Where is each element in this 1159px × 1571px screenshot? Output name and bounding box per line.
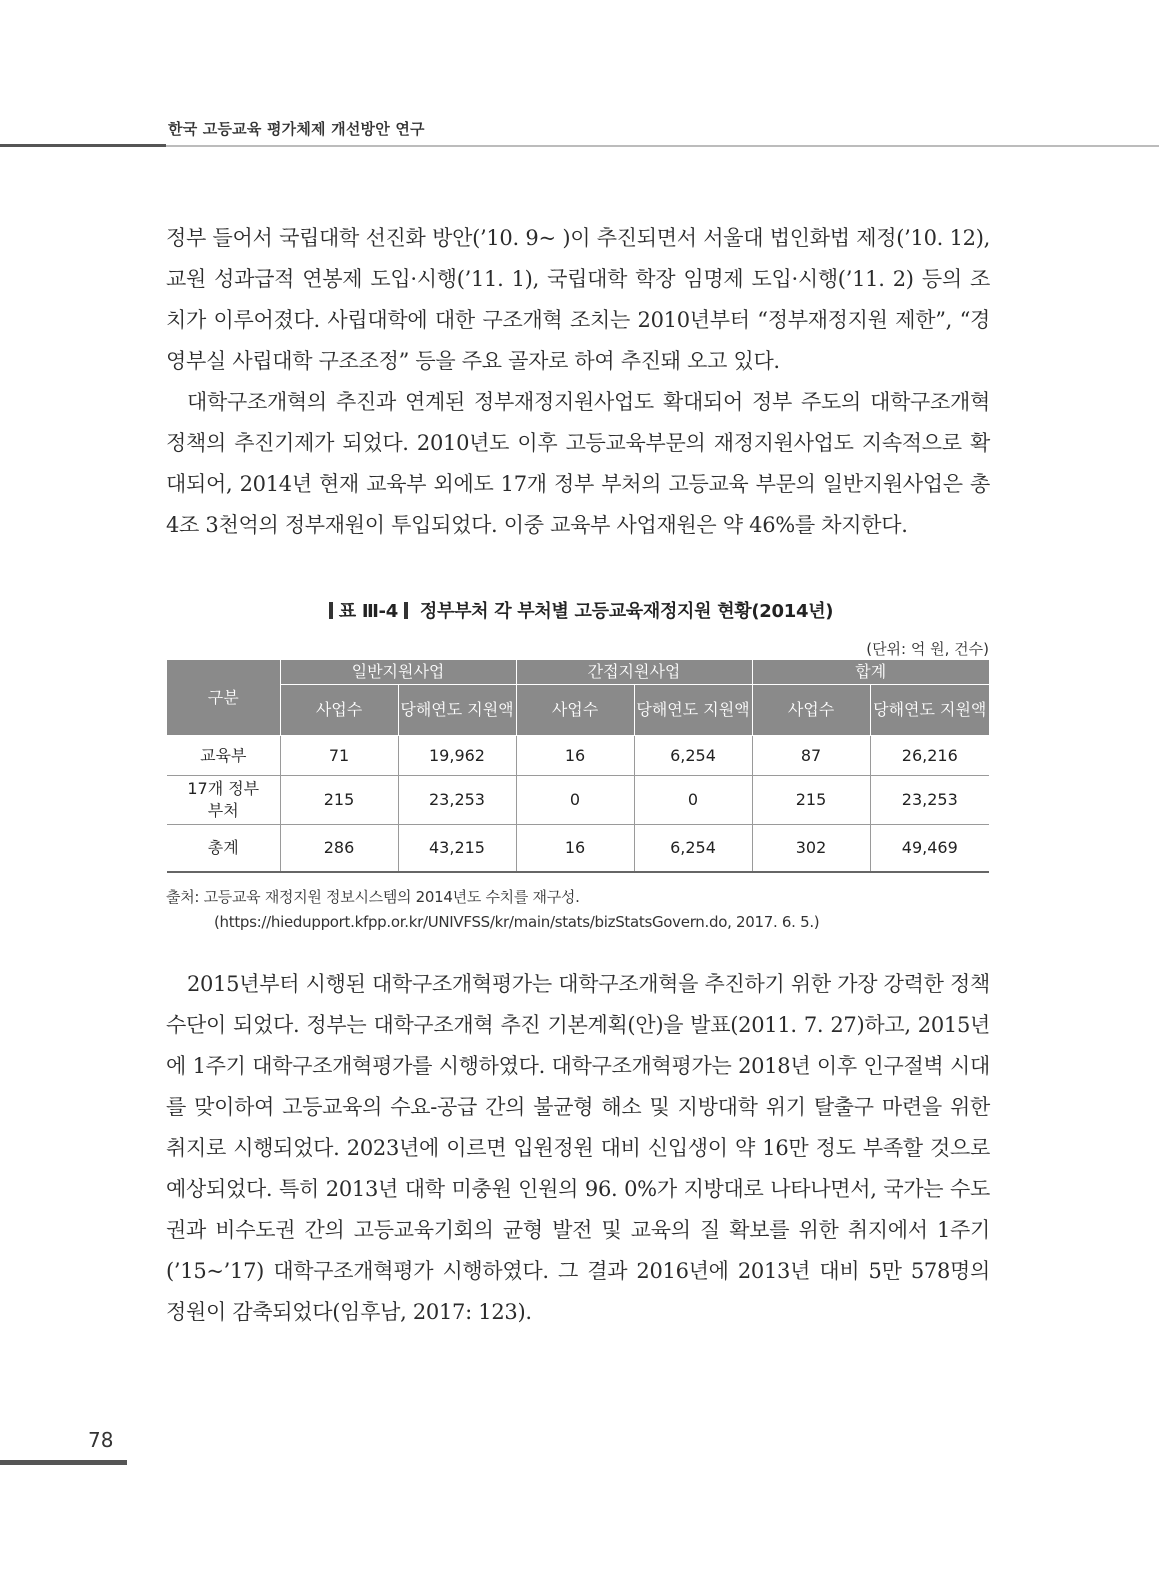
table-cell: 6,254 [634, 736, 752, 776]
running-header-title: 한국 고등교육 평가체제 개선방안 연구 [168, 120, 425, 138]
sub-header-count: 사업수 [752, 685, 870, 736]
page-number: 78 [88, 1428, 114, 1452]
table-cell: 19,962 [398, 736, 516, 776]
table-number: 표 Ⅲ-4 [338, 601, 398, 622]
group-header-total: 합계 [752, 660, 989, 685]
sub-header-amount: 당해연도 지원액 [398, 685, 516, 736]
table-unit-note: (단위: 억 원, 건수) [866, 640, 989, 658]
table-group-header-row [167, 660, 989, 685]
table-cell: 215 [752, 776, 870, 825]
row-label: 교육부 [167, 736, 280, 776]
title-bar-left [329, 602, 333, 619]
table-sub-header-row [167, 685, 989, 736]
body-paragraph-2: 대학구조개혁의 추진과 연계된 정부재정지원사업도 확대되어 정부 주도의 대학구조개혁 정책의 추진기제가 되었다. 2010년도 이후 고등교육부문의 재정지원사업도 지속적으로 확대되어, 2014년 현재 교육부 외에도 17개 정부 부처의 고등교육 부문의 일반지원사업은 총 4조 3천억의 정부재원이 투입되었다. 이중 교육부 사업재원은 약 46%를 차지한다. [166, 390, 990, 537]
table-title [166, 597, 990, 623]
table-cell: 215 [280, 776, 398, 825]
table-cell: 49,469 [870, 825, 989, 873]
sub-header-count: 사업수 [280, 685, 398, 736]
table-cell: 23,253 [398, 776, 516, 825]
table-cell: 6,254 [634, 825, 752, 873]
body-paragraph-1: 정부 들어서 국립대학 선진화 방안(’10. 9~ )이 추진되면서 서울대 법인화법 제정(’10. 12), 교원 성과급적 연봉제 도입·시행(’11. 1), 국립대학 학장 임명제 도입·시행(’11. 2) 등의 조치가 이루어졌다. 사립대학에 대한 구조개혁 조치는 2010년부터 “정부재정지원 제한”, “경영부실 사립대학 구조조정” 등을 주요 골자로 하여 추진돼 오고 있다. [166, 226, 990, 373]
source-line: 출처: 고등교육 재정지원 정보시스템의 2014년도 수치를 재구성. [166, 888, 580, 906]
table-cell: 71 [280, 736, 398, 776]
group-header-indirect: 간접지원사업 [516, 660, 752, 685]
table-cell: 0 [634, 776, 752, 825]
row-label: 총계 [167, 825, 280, 873]
sub-header-count: 사업수 [516, 685, 634, 736]
table-row [167, 825, 989, 873]
table-cell: 43,215 [398, 825, 516, 873]
table-source-note [166, 885, 819, 935]
sub-header-amount: 당해연도 지원액 [870, 685, 989, 736]
table-row [167, 736, 989, 776]
table-cell: 16 [516, 736, 634, 776]
footer-rule [0, 1460, 127, 1465]
funding-table [167, 660, 989, 873]
sub-header-amount: 당해연도 지원액 [634, 685, 752, 736]
header-rule-dark [0, 144, 166, 147]
table-cell: 26,216 [870, 736, 989, 776]
body-paragraph-3: 2015년부터 시행된 대학구조개혁평가는 대학구조개혁을 추진하기 위한 가장 강력한 정책수단이 되었다. 정부는 대학구조개혁 추진 기본계획(안)을 발표(2011. 7. 27)하고, 2015년에 1주기 대학구조개혁평가를 시행하였다. 대학구조개혁평가는 2018년 이후 인구절벽 시대를 맞이하여 고등교육의 수요-공급 간의 불균형 해소 및 지방대학 위기 탈출구 마련을 위한 취지로 시행되었다. 2023년에 이르면 입원정원 대비 신입생이 약 16만 정도 부족할 것으로 예상되었다. 특히 2013년 대학 미충원 인원의 96. 0%가 지방대로 나타나면서, 국가는 수도권과 비수도권 간의 고등교육기회의 균형 발전 및 교육의 질 확보를 위한 취지에서 1주기(’15~’17) 대학구조개혁평가 시행하였다. 그 결과 2016년에 2013년 대비 5만 578명의 정원이 감축되었다(임후남, 2017: 123). [166, 972, 990, 1324]
table-row [167, 776, 989, 825]
table-cell: 302 [752, 825, 870, 873]
table-cell: 286 [280, 825, 398, 873]
row-label: 17개 정부 부처 [167, 776, 280, 825]
table-cell: 0 [516, 776, 634, 825]
table-cell: 23,253 [870, 776, 989, 825]
table-cell: 87 [752, 736, 870, 776]
header-rule-light [166, 145, 1159, 147]
corner-header: 구분 [167, 660, 280, 736]
table-cell: 16 [516, 825, 634, 873]
title-bar-right [404, 602, 408, 619]
table-caption: 정부부처 각 부처별 고등교육재정지원 현황(2014년) [419, 601, 834, 622]
group-header-general: 일반지원사업 [280, 660, 516, 685]
source-url: (https://hiedupport.kfpp.or.kr/UNIVFSS/kr/main/stats/bizStatsGovern.do, 2017. 6. 5.) [214, 913, 820, 931]
